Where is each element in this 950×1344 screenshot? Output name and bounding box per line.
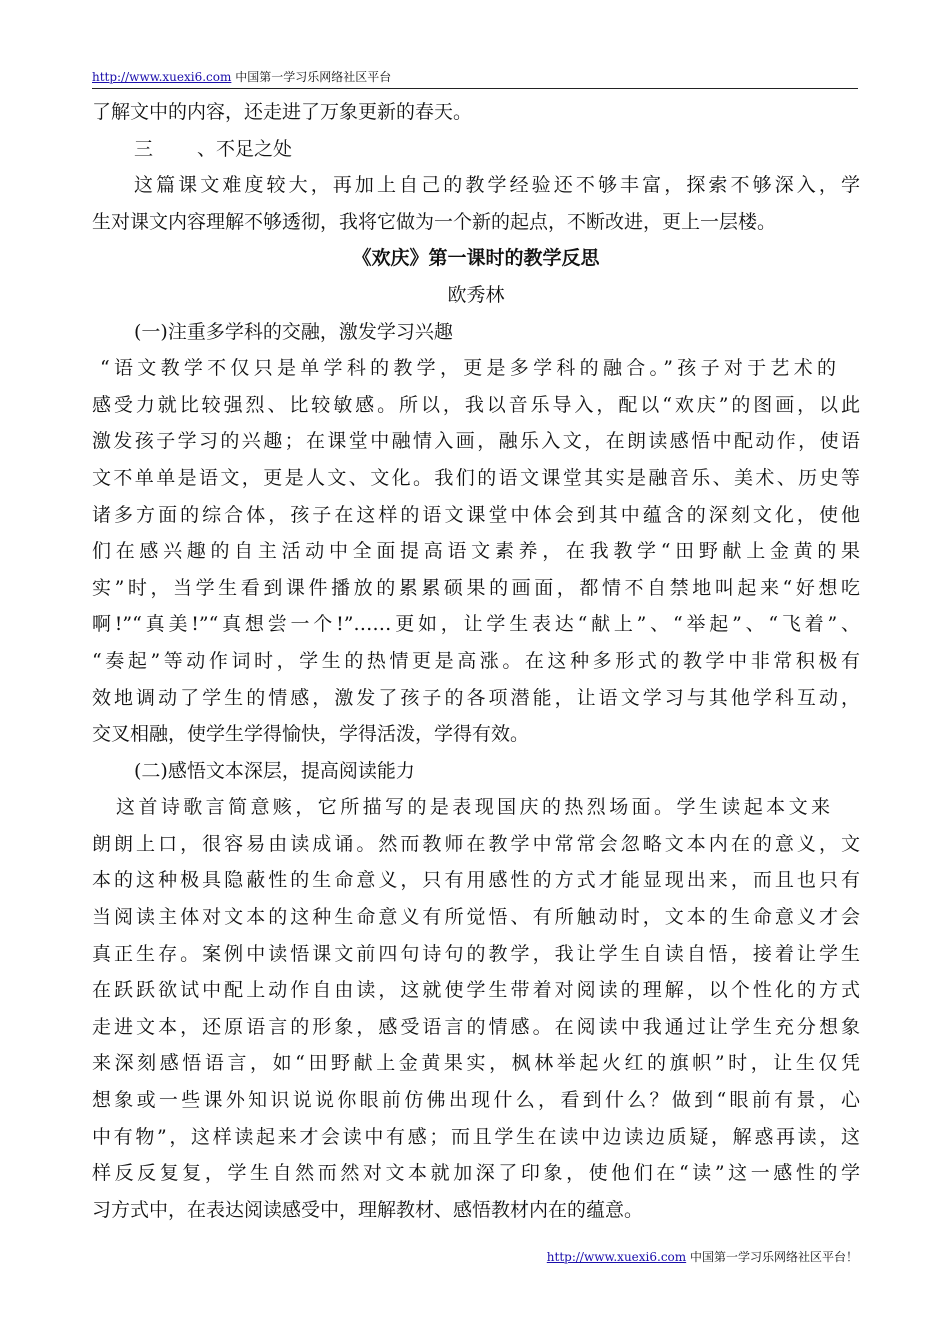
section-heading [92,131,860,168]
document-body [92,94,860,1228]
paragraph-line: 生对课文内容理解不够透彻，我将它做为一个新的起点，不断改进，更上一层楼。 [92,210,777,233]
article-title: 《欢庆》第一课时的教学反思 [352,247,600,270]
paragraph-line: 们在感兴趣的自主活动中全面提高语文素养，在我教学“田野献上金黄的果 [92,540,860,563]
paragraph-line: 样反反复复，学生自然而然对文本就加深了印象，使他们在“读”这一感性的学 [92,1162,860,1185]
subheading: (一)注重多学科的交融，激发学习兴趣 [134,320,453,343]
paragraph-line: 本的这种极具隐蔽性的生命意义，只有用感性的方式才能显现出来，而且也只有 [92,869,860,892]
subheading: (二)感悟文本深层，提高阅读能力 [134,759,415,782]
header-text: 中国第一学习乐网络社区平台 [235,70,392,84]
paragraph-line: 朗朗上口，很容易由读成诵。然而教师在教学中常常会忽略文本内在的意义，文 [92,832,860,855]
paragraph-line: 这首诗歌言简意赅，它所描写的是表现国庆的热烈场面。学生读起本文来 [116,796,830,819]
paragraph-line: 实”时，当学生看到课件播放的累累硕果的画面，都情不自禁地叫起来“好想吃 [92,576,860,599]
paragraph-line: 走进文本，还原语言的形象，感受语言的情感。在阅读中我通过让学生充分想象 [92,1015,860,1038]
paragraph-line: 感受力就比较强烈、比较敏感。所以，我以音乐导入，配以“欢庆”的图画，以此 [92,393,860,416]
paragraph-line: 啊!”“真美!”“真想尝一个!”……更如，让学生表达“献上”、“举起”、“飞着”、 [92,613,860,636]
paragraph-line: 这篇课文难度较大，再加上自己的教学经验还不够丰富，探索不够深入，学 [134,174,860,197]
header-link[interactable]: http://www.xuexi6.com [92,70,232,84]
paragraph-line: 交叉相融，使学生学得愉快，学得活泼，学得有效。 [92,723,530,746]
page-header [92,68,858,89]
section-label: 、不足之处 [197,137,293,160]
article-author: 欧秀林 [447,283,505,306]
paragraph-line: 在跃跃欲试中配上动作自由读，这就使学生带着对阅读的理解，以个性化的方式 [92,979,860,1002]
section-number: 三 [134,137,154,160]
paragraph-line: 了解文中的内容，还走进了万象更新的春天。 [92,101,473,123]
paragraph-line: 效地调动了学生的情感，激发了孩子的各项潜能，让语文学习与其他学科互动， [92,686,860,709]
paragraph-line: 真正生存。案例中读悟课文前四句诗句的教学，我让学生自读自悟，接着让学生 [92,942,860,965]
paragraph-line: 当阅读主体对文本的这种生命意义有所觉悟、有所触动时，文本的生命意义才会 [92,906,860,929]
footer-link[interactable]: http://www.xuexi6.com [546,1250,687,1264]
paragraph-line: 想象或一些课外知识说说你眼前仿佛出现什么，看到什么？做到“眼前有景，心 [92,1089,860,1112]
paragraph-line: “语文教学不仅只是单学科的教学，更是多学科的融合。”孩子对于艺术的 [100,357,836,380]
paragraph-line: 来深刻感悟语言，如“田野献上金黄果实，枫林举起火红的旗帜”时，让生仅凭 [92,1052,860,1075]
footer-text: 中国第一学习乐网络社区平台！ [689,1250,858,1264]
paragraph-line: 文不单单是语文，更是人文、文化。我们的语文课堂其实是融音乐、美术、历史等 [92,466,860,489]
paragraph-line: 习方式中，在表达阅读感受中，理解教材、感悟教材内在的蕴意。 [92,1198,644,1221]
paragraph-line: 激发孩子学习的兴趣；在课堂中融情入画，融乐入文，在朗读感悟中配动作，使语 [92,430,860,453]
paragraph-line: 中有物”，这样读起来才会读中有感；而且学生在读中边读边质疑，解惑再读，这 [92,1125,860,1148]
paragraph-line: “奏起”等动作词时，学生的热情更是高涨。在这种多形式的教学中非常积极有 [92,649,860,672]
paragraph-line: 诸多方面的综合体，孩子在这样的语文课堂中体会到其中蕴含的深刻文化，使他 [92,503,860,526]
page-footer [547,1248,858,1265]
